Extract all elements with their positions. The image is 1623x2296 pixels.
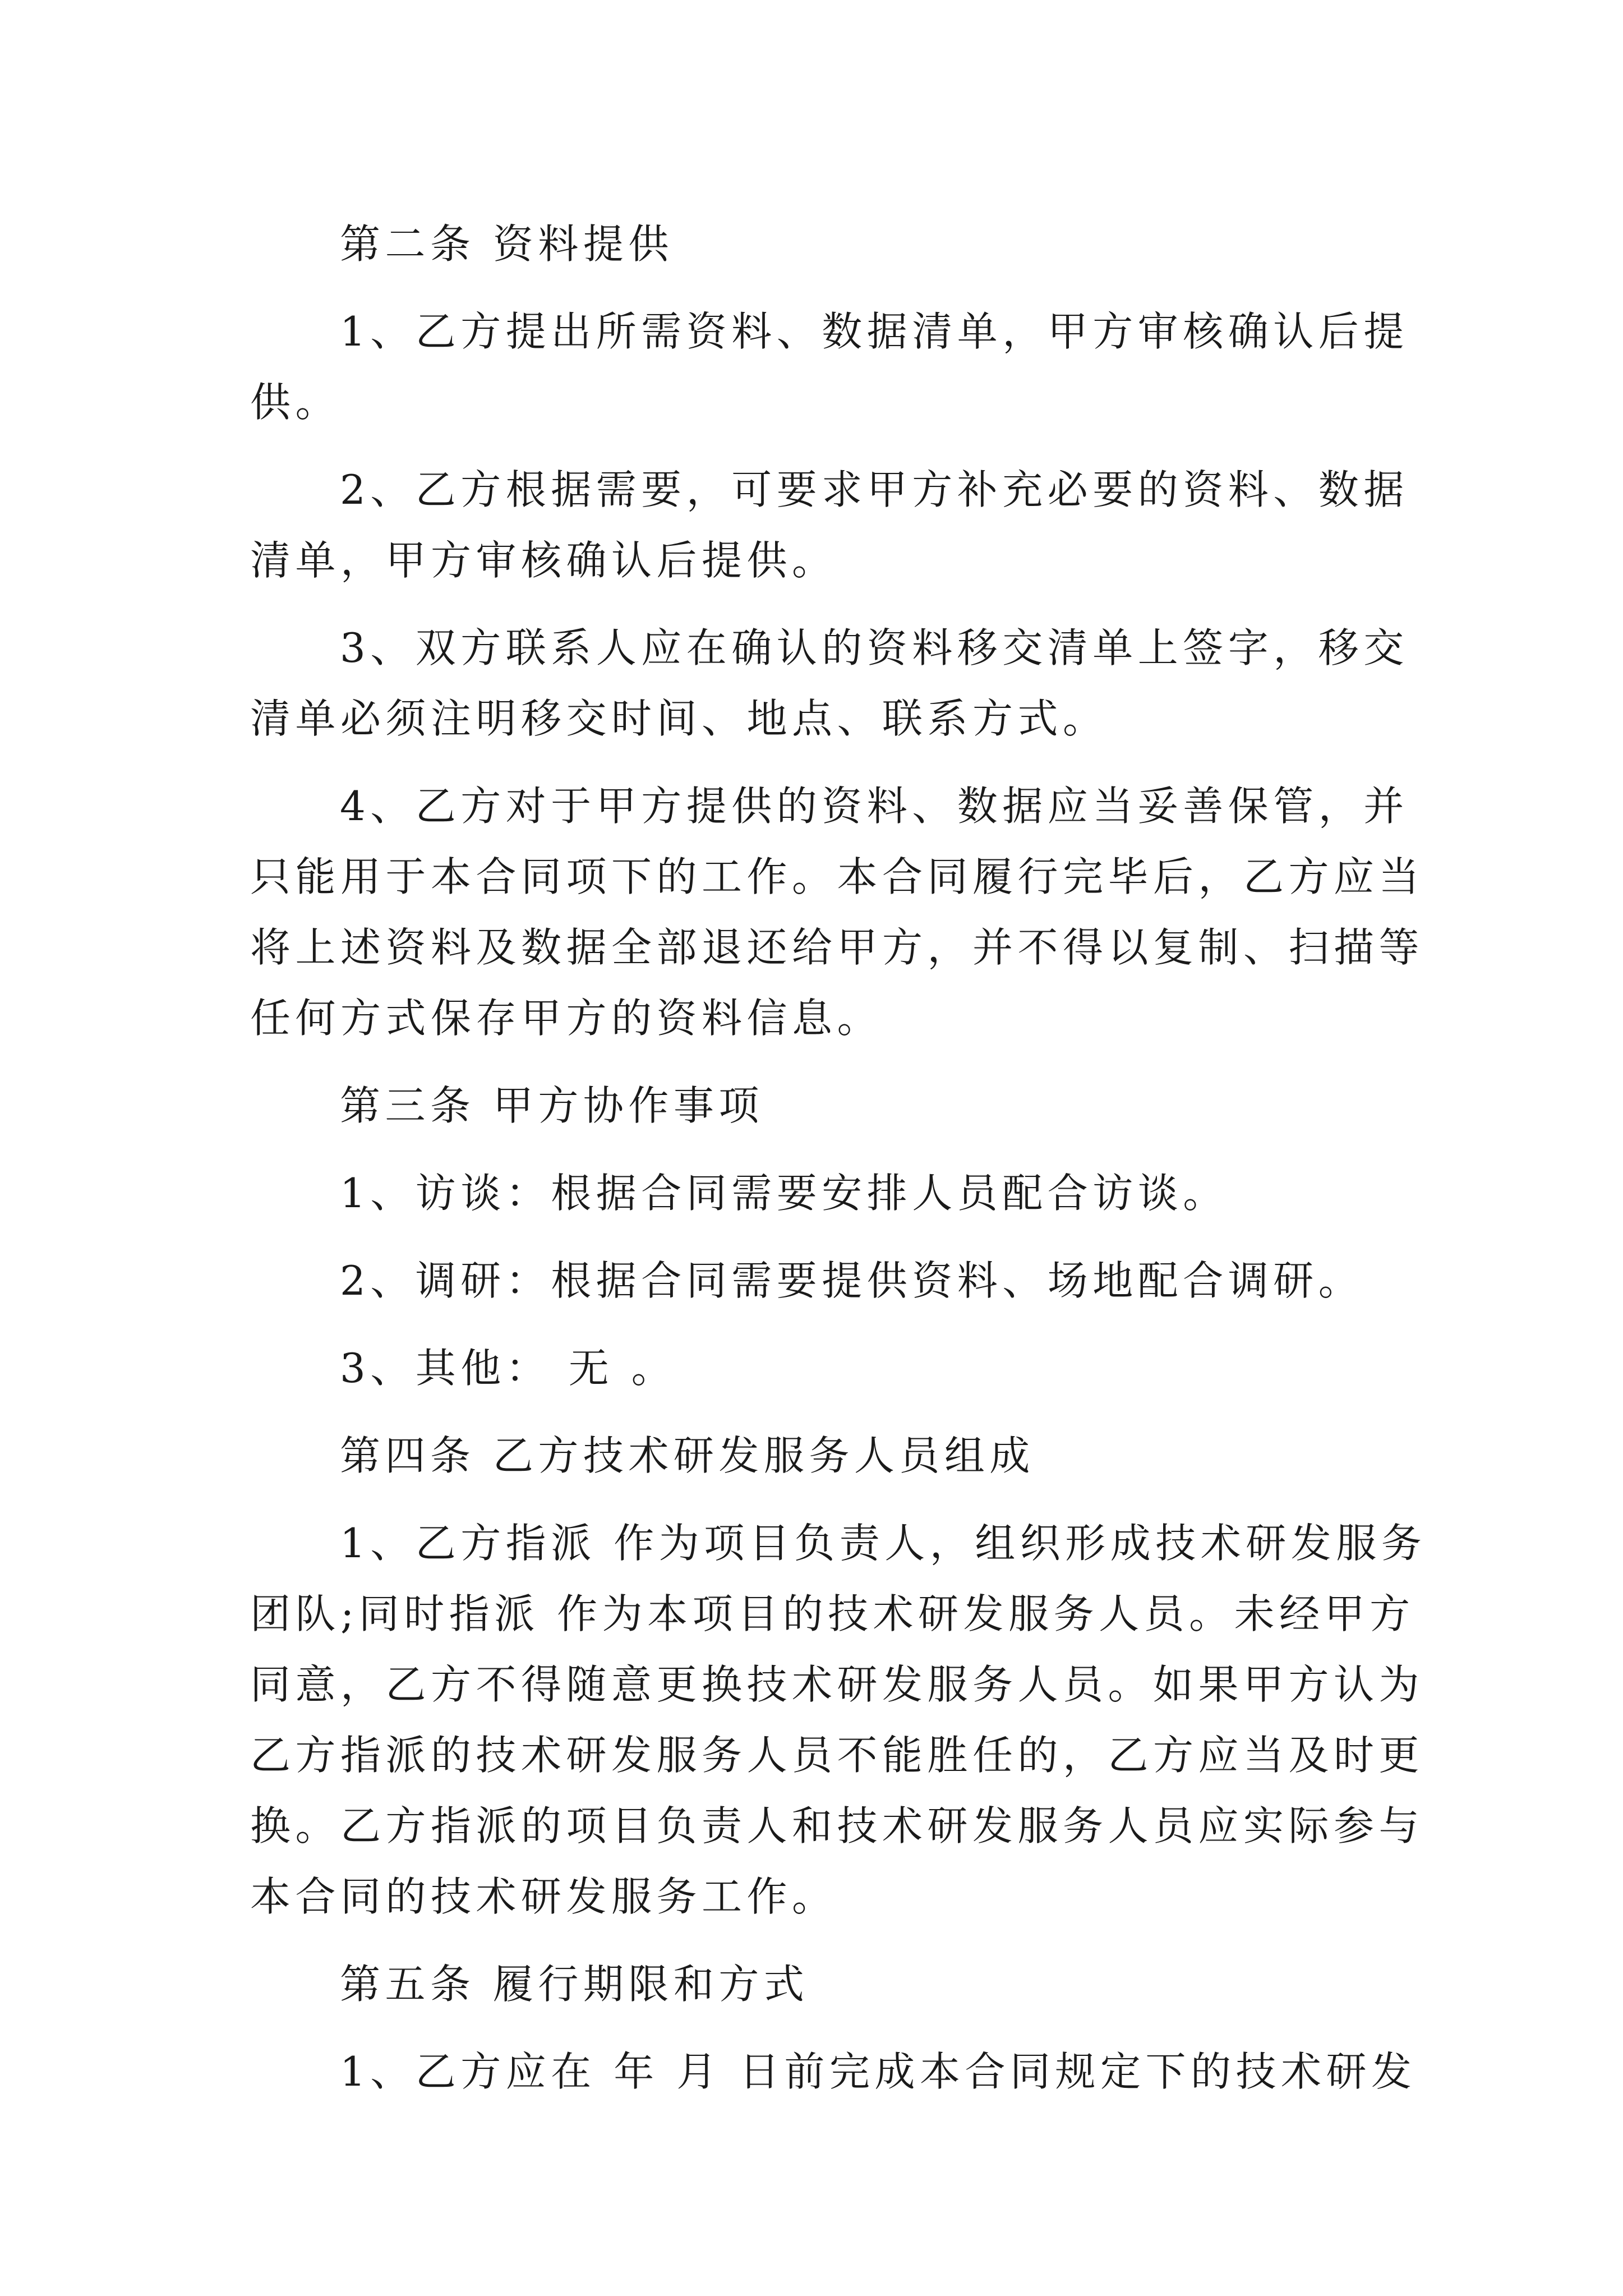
- paragraph: [250, 296, 1409, 438]
- paragraph-line: 同意，乙方不得随意更换技术研发服务人员。如果甲方认为: [250, 1661, 1424, 1708]
- document-body: [250, 209, 1427, 2107]
- paragraph: [250, 771, 1424, 1053]
- paragraph-line: 2、乙方根据需要，可要求甲方补充必要的资料、数据: [340, 466, 1409, 513]
- paragraph-line: 团队;同时指派 作为本项目的技术研发服务人员。未经甲方: [250, 1590, 1415, 1637]
- section-heading: 第三条 甲方协作事项: [340, 1082, 764, 1129]
- paragraph-line: 清单必须注明移交时间、地点、联系方式。: [250, 695, 1108, 742]
- section-heading: 第五条 履行期限和方式: [340, 1961, 809, 2008]
- paragraph: [250, 1508, 1427, 1932]
- section-heading: 第四条 乙方技术研发服务人员组成: [340, 1432, 1035, 1479]
- paragraph-line: 3、双方联系人应在确认的资料移交清单上签字，移交: [340, 624, 1409, 671]
- paragraph-line: 清单，甲方审核确认后提供。: [250, 537, 837, 584]
- paragraph-line: 1、乙方指派 作为项目负责人，组织形成技术研发服务: [340, 1520, 1427, 1567]
- paragraph-line: 3、其他： 无 。: [340, 1345, 677, 1392]
- paragraph: [250, 454, 1409, 596]
- paragraph-line: 1、访谈：根据合同需要安排人员配合访谈。: [340, 1170, 1228, 1217]
- paragraph-line: 乙方指派的技术研发服务人员不能胜任的，乙方应当及时更: [250, 1732, 1424, 1779]
- paragraph-line: 本合同的技术研发服务工作。: [250, 1873, 837, 1920]
- paragraph-line: 将上述资料及数据全部退还给甲方，并不得以复制、扫描等: [250, 924, 1424, 971]
- paragraph: [250, 1245, 1383, 1316]
- paragraph-line: 4、乙方对于甲方提供的资料、数据应当妥善保管，并: [340, 783, 1409, 830]
- paragraph-line: 只能用于本合同项下的工作。本合同履行完毕后，乙方应当: [250, 853, 1424, 900]
- paragraph-line: 换。乙方指派的项目负责人和技术研发服务人员应实际参与: [250, 1802, 1424, 1849]
- paragraph: [250, 2036, 1417, 2107]
- paragraph: [250, 1333, 1383, 1404]
- paragraph-line: 供。: [250, 379, 341, 426]
- paragraph-line: 2、调研：根据合同需要提供资料、场地配合调研。: [340, 1257, 1364, 1304]
- paragraph: [250, 1158, 1383, 1228]
- paragraph-line: 1、乙方提出所需资料、数据清单，甲方审核确认后提: [340, 308, 1409, 355]
- section-heading: 第二条 资料提供: [340, 220, 674, 268]
- paragraph: [250, 613, 1409, 754]
- paragraph-line: 1、乙方应在 年 月 日前完成本合同规定下的技术研发: [340, 2048, 1417, 2095]
- paragraph-line: 任何方式保存甲方的资料信息。: [250, 995, 883, 1042]
